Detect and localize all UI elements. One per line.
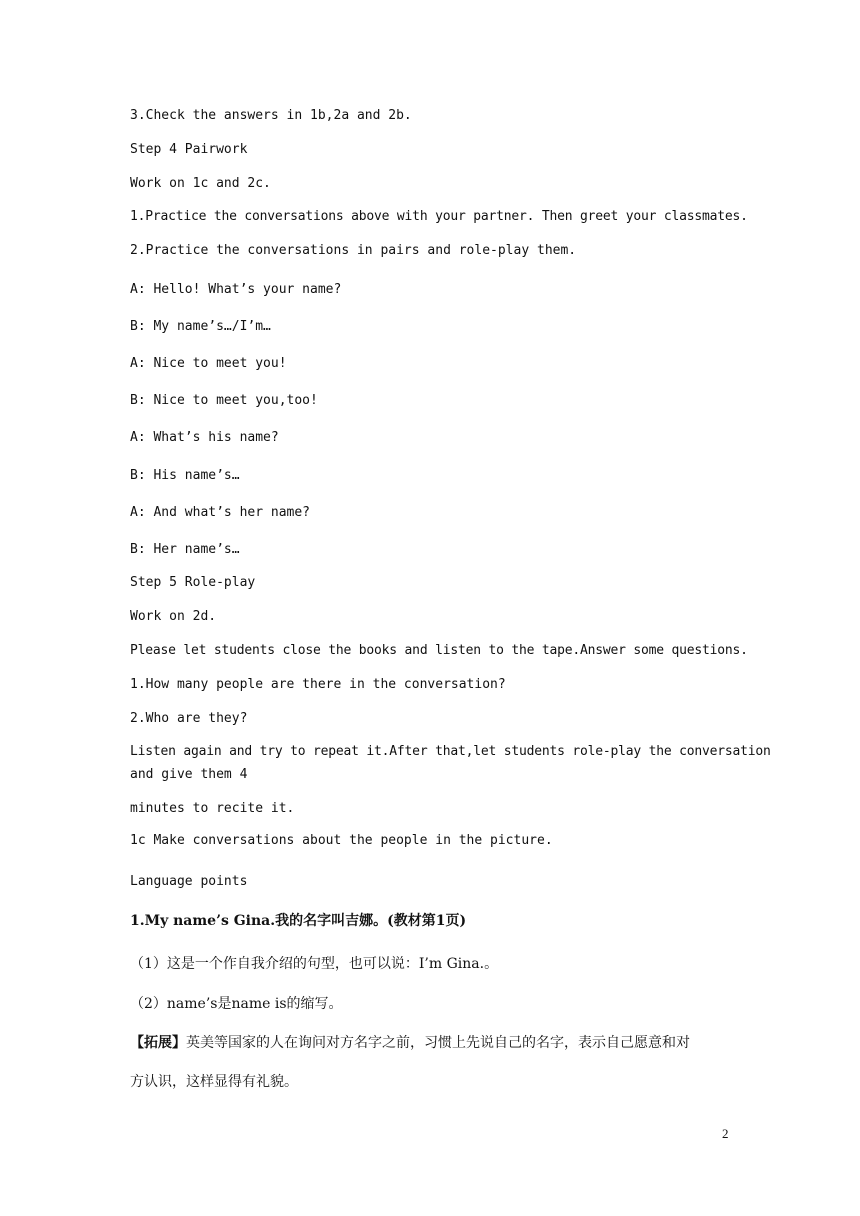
- extension-line: [130, 1034, 690, 1052]
- dialogue-line: A: Nice to meet you!: [130, 356, 287, 371]
- text-line: 3.Check the answers in 1b,2a and 2b.: [130, 108, 412, 123]
- question-line: 1.How many people are there in the conversation?: [130, 677, 506, 692]
- step-heading: Step 4 Pairwork: [130, 142, 248, 157]
- section-heading: Language points: [130, 874, 248, 889]
- text-line: 2.Practice the conversations in pairs and role-play them.: [130, 243, 577, 258]
- extension-line: 方认识，这样显得有礼貌。: [130, 1074, 298, 1090]
- text-line: Listen again and try to repeat it.After that,let students role-play the conversation: [130, 744, 771, 759]
- dialogue-line: A: What’s his name?: [130, 430, 279, 445]
- dialogue-line: B: Nice to meet you,too!: [130, 393, 318, 408]
- text-line: Work on 1c and 2c.: [130, 176, 271, 191]
- step-heading: Step 5 Role-play: [130, 575, 256, 590]
- page-number: 2: [722, 1126, 729, 1141]
- extension-tag: 【拓展】: [130, 1035, 186, 1051]
- dialogue-line: A: And what’s her name?: [130, 505, 311, 520]
- dialogue-line: B: My name’s…/I’m…: [130, 319, 271, 334]
- text-line: minutes to recite it.: [130, 801, 295, 816]
- text-line: and give them 4: [130, 767, 248, 782]
- language-point-heading: 1.My name’s Gina.我的名字叫吉娜。(教材第1页): [130, 913, 467, 929]
- dialogue-line: B: Her name’s…: [130, 542, 240, 557]
- note-line: （2）name’s是name is的缩写。: [130, 996, 343, 1012]
- text-line: 1c Make conversations about the people in the picture.: [130, 833, 553, 848]
- text-line: Please let students close the books and listen to the tape.Answer some questions.: [130, 643, 748, 658]
- dialogue-line: B: His name’s…: [130, 468, 240, 483]
- question-line: 2.Who are they?: [130, 711, 248, 726]
- extension-text: 英美等国家的人在询问对方名字之前，习惯上先说自己的名字，表示自己愿意和对: [186, 1035, 690, 1051]
- dialogue-line: A: Hello! What’s your name?: [130, 282, 342, 297]
- text-line: Work on 2d.: [130, 609, 217, 624]
- text-line: 1.Practice the conversations above with your partner. Then greet your classmates.: [130, 209, 748, 224]
- note-line: （1）这是一个作自我介绍的句型，也可以说：I’m Gina.。: [130, 956, 499, 972]
